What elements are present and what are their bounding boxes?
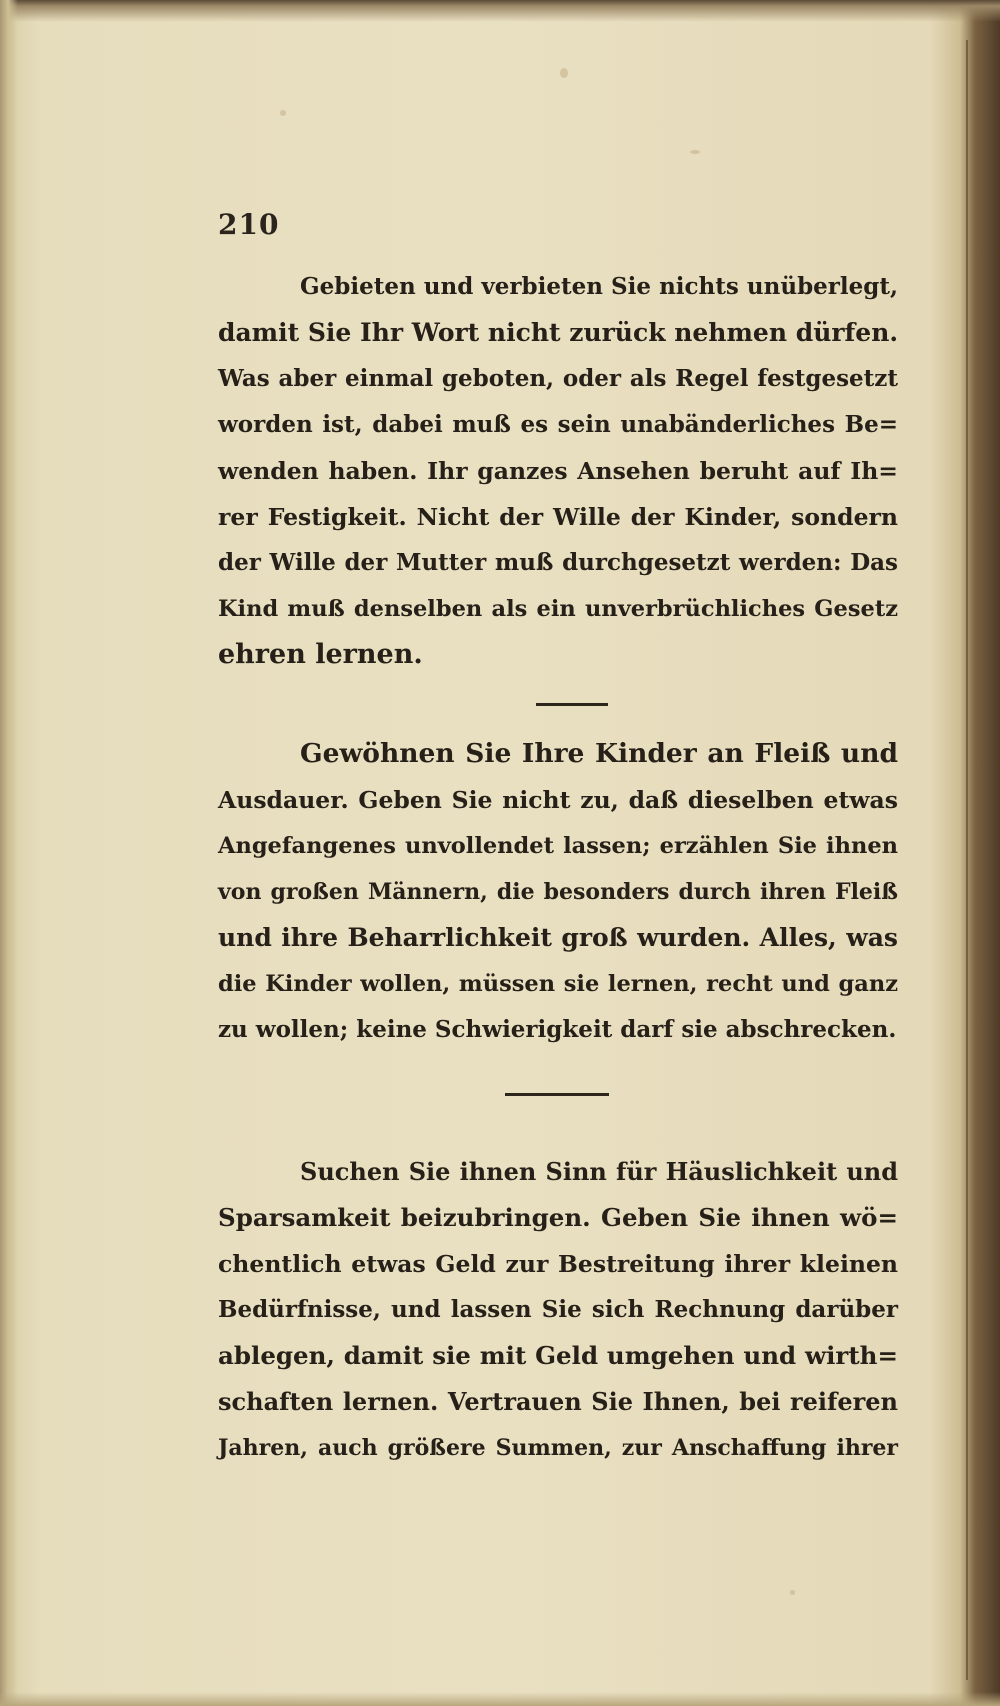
text-line: ehren lernen. [218,639,423,670]
text-line: Kind muß denselben als ein unverbrüchliches Gesetz [218,596,898,622]
text-line: Was aber einmal geboten, oder als Regel festgesetzt [218,365,898,392]
paper-stain [690,150,700,154]
text-line: Jahren, auch größere Summen, zur Anschaffung ihrer [218,1435,898,1461]
section-divider [505,1093,609,1096]
text-line: ablegen, damit sie mit Geld umgehen und wirth= [218,1341,898,1370]
text-line: die Kinder wollen, müssen sie lernen, recht und ganz [218,971,898,997]
paper-stain [280,110,286,116]
section-divider [536,703,608,706]
text-line: schaften lernen. Vertrauen Sie Ihnen, bei reiferen [218,1387,898,1416]
text-line: Angefangenes unvollendet lassen; erzählen Sie ihnen [218,833,898,859]
page-right-edge [966,40,968,1680]
text-line: worden ist, dabei muß es sein unabänderliches Be= [218,411,898,438]
text-line: und ihre Beharrlichkeit groß wurden. Alles, was [218,923,898,952]
text-line: Ausdauer. Geben Sie nicht zu, daß dieselben etwas [218,786,898,814]
text-line: Gebieten und verbieten Sie nichts unüberlegt, [300,273,898,300]
text-line: zu wollen; keine Schwierigkeit darf sie abschrecken. [218,1016,897,1043]
text-line: chentlich etwas Geld zur Bestreitung ihrer kleinen [218,1250,898,1278]
paper-stain [790,1590,795,1595]
text-line: von großen Männern, die besonders durch ihren Fleiß [218,879,898,905]
text-line: Sparsamkeit beizubringen. Geben Sie ihnen wö= [218,1203,898,1232]
text-line: der Wille der Mutter muß durchgesetzt werden: Das [218,549,898,576]
text-line: rer Festigkeit. Nicht der Wille der Kinder, sondern [218,503,898,531]
text-line: Gewöhnen Sie Ihre Kinder an Fleiß und [300,738,898,769]
page-bottom-edge [0,1692,1000,1706]
page-number: 210 [218,208,280,241]
paragraph-2 [218,731,898,1053]
text-line: damit Sie Ihr Wort nicht zurück nehmen dürfen. [218,318,899,347]
text-line: Bedürfnisse, und lassen Sie sich Rechnung darüber [218,1296,898,1323]
page-top-edge [0,0,1000,22]
text-line: Suchen Sie ihnen Sinn für Häuslichkeit und [300,1157,898,1186]
text-line: wenden haben. Ihr ganzes Ansehen beruht auf Ih= [218,457,898,485]
page-left-edge [0,0,18,1706]
paragraph-3 [218,1149,898,1471]
paper-stain [560,68,568,78]
paragraph-1 [218,264,898,678]
